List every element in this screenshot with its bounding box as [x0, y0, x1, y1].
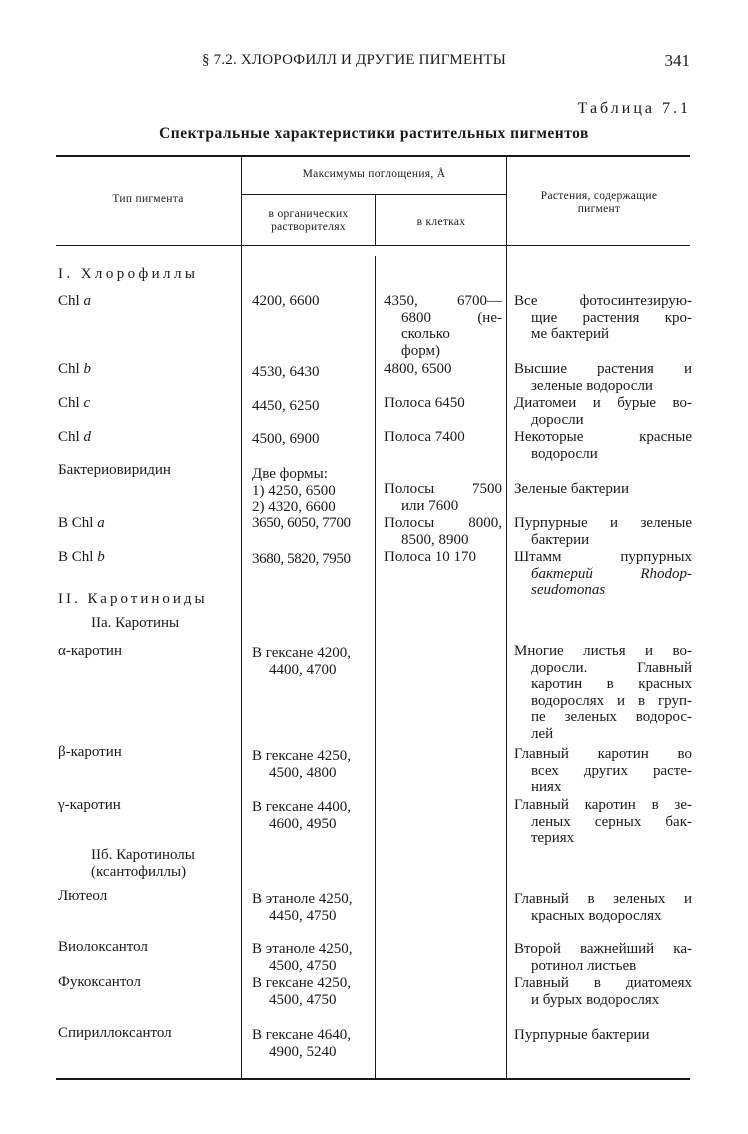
row-bchl-b-organic: 3680, 5820, 7950	[252, 551, 351, 567]
row-fucoxanthol-plants: Главный в диатомеях и бурых водорослях	[514, 975, 692, 1008]
row-fucoxanthol-name: Фукоксантол	[58, 974, 141, 990]
header-bottom-rule	[56, 245, 690, 246]
row-chl-a-plants: Все фотосинтезирую- щие растения кро- ме бактерий	[514, 293, 692, 342]
row-bchl-a-plants: Пурпурные и зеленые бактерии	[514, 515, 692, 548]
table-top-rule	[56, 155, 690, 157]
row-gamma-carotene-name: γ-каротин	[58, 797, 121, 813]
row-chl-a-name: Chl a	[58, 293, 91, 309]
row-bchl-b-name: B Chl b	[58, 549, 105, 565]
row-beta-carotene-name: β-каротин	[58, 744, 122, 760]
row-fucoxanthol-organic: В гексане 4250, 4500, 4750	[252, 975, 351, 1008]
header-absorption-maxima: Максимумы поглощения, Å	[302, 168, 446, 180]
row-beta-carotene-plants: Главный каротин во всех других расте- ниях	[514, 746, 692, 795]
row-luteol-plants: Главный в зеленых и красных водорослях	[514, 891, 692, 924]
row-chl-c-cells: Полоса 6450	[384, 395, 465, 411]
page-header	[56, 52, 692, 78]
row-spirilloxanthol-organic: В гексане 4640, 4900, 5240	[252, 1027, 351, 1060]
row-chl-d-name: Chl d	[58, 429, 91, 445]
row-chl-b-cells: 4800, 6500	[384, 361, 452, 377]
row-bchl-b-cells: Полоса 10 170	[384, 549, 476, 565]
row-beta-carotene-organic: В гексане 4250, 4500, 4800	[252, 748, 351, 781]
row-alpha-carotene-organic: В гексане 4200, 4400, 4700	[252, 645, 351, 678]
header-organic-solvents: в органических растворителях	[268, 208, 349, 233]
table-bottom-rule	[56, 1078, 690, 1080]
header-plants: Растения, содержащие пигмент	[540, 190, 658, 215]
row-chl-d-organic: 4500, 6900	[252, 431, 320, 447]
row-chl-d-plants: Некоторые красные водоросли	[514, 429, 692, 462]
row-chl-b-organic: 4530, 6430	[252, 364, 320, 380]
row-chl-c-plants: Диатомеи и бурые во- доросли	[514, 395, 692, 428]
row-violoxanthol-plants: Второй важнейший ка- ротинол листьев	[514, 941, 692, 974]
row-luteol-organic: В этаноле 4250, 4450, 4750	[252, 891, 353, 924]
row-bacterioviridin-plants: Зеленые бактерии	[514, 481, 629, 497]
column-divider-3	[506, 157, 507, 1078]
section-carotenols: IIб. Каротинолы (ксантофиллы)	[91, 847, 195, 880]
row-bchl-a-name: B Chl a	[58, 515, 105, 531]
column-divider-2-body	[375, 256, 376, 1078]
row-bchl-a-cells: Полосы 8000, 8500, 8900	[384, 515, 502, 548]
row-bchl-b-plants: Штамм пурпурных бактерий Rhodop- seudomonas	[514, 549, 692, 598]
row-bacterioviridin-organic: Две формы: 1) 4250, 6500 2) 4320, 6600	[252, 466, 336, 515]
row-bchl-a-organic: 3650, 6050, 7700	[252, 515, 351, 531]
table-caption: Спектральные характеристики растительных пигментов	[159, 125, 589, 142]
row-bacterioviridin-name: Бактериовиридин	[58, 462, 171, 478]
row-gamma-carotene-plants: Главный каротин в зе- леных серных бак- териях	[514, 797, 692, 846]
section-carotenoids: II. Каротиноиды	[58, 591, 208, 607]
row-luteol-name: Лютеол	[58, 888, 108, 904]
row-spirilloxanthol-plants: Пурпурные бактерии	[514, 1027, 650, 1043]
row-violoxanthol-organic: В этаноле 4250, 4500, 4750	[252, 941, 353, 974]
header-pigment-type: Тип пигмента	[112, 193, 184, 205]
row-chl-d-cells: Полоса 7400	[384, 429, 465, 445]
row-spirilloxanthol-name: Спириллоксантол	[58, 1025, 172, 1041]
row-gamma-carotene-organic: В гексане 4400, 4600, 4950	[252, 799, 351, 832]
row-chl-c-organic: 4450, 6250	[252, 398, 320, 414]
row-chl-a-cells: 4350, 6700— 6800 (не- сколько форм)	[384, 293, 502, 359]
row-violoxanthol-name: Виолоксантол	[58, 939, 148, 955]
row-chl-b-name: Chl b	[58, 361, 91, 377]
running-title: § 7.2. ХЛОРОФИЛЛ И ДРУГИЕ ПИГМЕНТЫ	[202, 52, 506, 68]
section-carotenes: IIа. Каротины	[91, 615, 180, 631]
section-chlorophylls: I. Хлорофиллы	[58, 266, 199, 282]
row-chl-c-name: Chl c	[58, 395, 91, 411]
row-chl-a-organic: 4200, 6600	[252, 293, 320, 309]
column-divider-2	[375, 195, 376, 245]
header-in-cells: в клетках	[416, 216, 466, 228]
table-number: Таблица 7.1	[577, 100, 691, 117]
page-number: 341	[664, 51, 690, 70]
row-chl-b-plants: Высшие растения и зеленые водоросли	[514, 361, 692, 394]
row-bacterioviridin-cells: Полосы 7500 или 7600	[384, 481, 502, 514]
row-alpha-carotene-plants: Многие листья и во- доросли. Главный каротин в красных водорослях и в груп- пе зеленых водорос- лей	[514, 643, 692, 742]
header-inner-rule	[241, 194, 506, 195]
row-alpha-carotene-name: α-каротин	[58, 643, 122, 659]
